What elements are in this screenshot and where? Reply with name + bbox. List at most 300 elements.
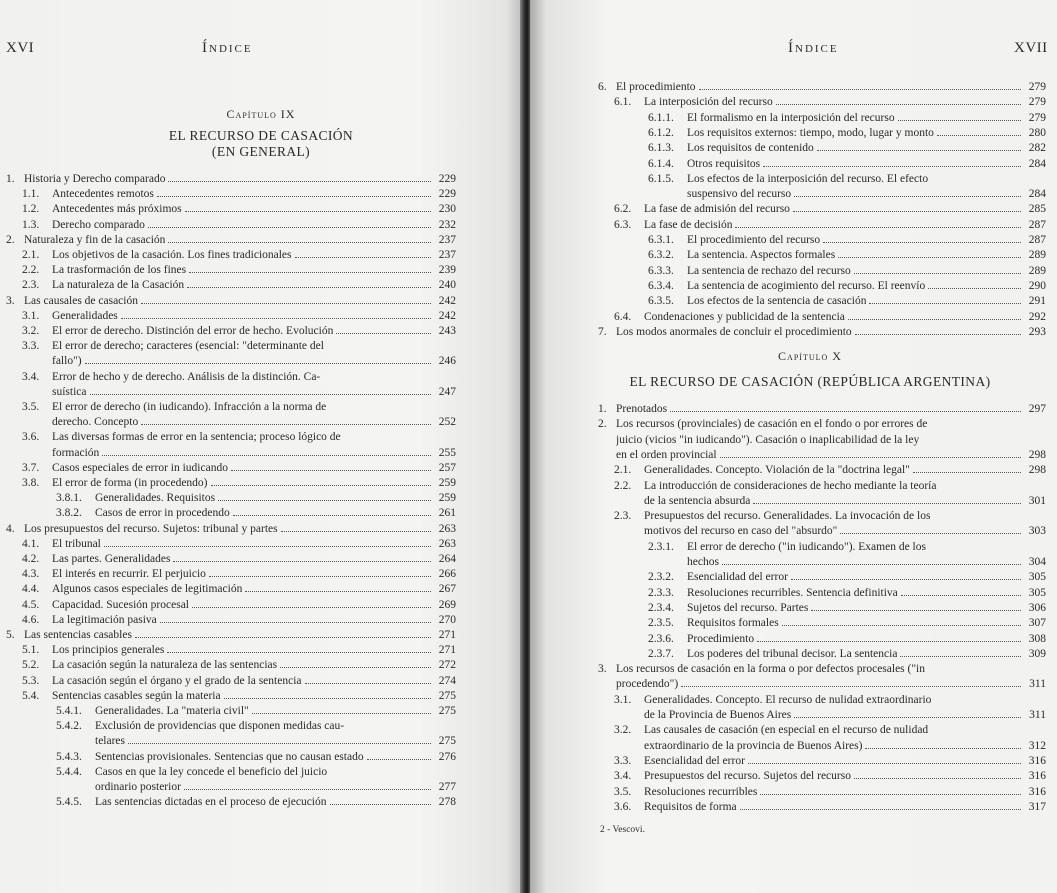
toc-entry <box>614 95 1046 109</box>
toc-entry-title: Presupuestos del recurso. Generalidades. La invocación de los <box>644 510 931 523</box>
toc-entry-number: 6.3.1. <box>648 234 674 246</box>
toc-leader-dots <box>753 494 1021 504</box>
toc-entry-page: 297 <box>1028 403 1046 415</box>
toc-leader-dots <box>937 126 1021 136</box>
toc-entry-page: 264 <box>438 553 456 565</box>
toc-entry-title: Prenotados <box>616 403 668 415</box>
toc-entry-title: formación <box>52 446 100 459</box>
toc-entry-title: Sentencias provisionales. Sentencias que no causan estado <box>95 750 364 763</box>
toc-entry-title: La sentencia de rechazo del recurso <box>687 264 851 277</box>
toc-entry <box>598 402 1046 416</box>
toc-leader-dots <box>720 448 1021 458</box>
toc-entry-title: Error de hecho y de derecho. Análisis de la distinción. Ca- <box>52 370 321 383</box>
toc-entry-number: 3. <box>598 663 607 676</box>
toc-entry-title: El interés en recurrir. El perjuicio <box>52 568 206 581</box>
toc-entry-title: La casación según la naturaleza de las sentencias <box>52 659 278 672</box>
toc-entry-number: 1. <box>6 173 15 185</box>
toc-entry-page: 229 <box>438 173 456 185</box>
toc-entry-number: 5.4.1. <box>56 705 82 717</box>
toc-leader-dots <box>699 80 1021 90</box>
toc-entry-number: 5.4. <box>22 689 40 702</box>
toc-leader-dots <box>185 202 431 212</box>
toc-leader-dots <box>817 141 1021 151</box>
toc-entry-page: 279 <box>1028 111 1046 124</box>
toc-leader-dots <box>211 476 432 486</box>
toc-entry <box>644 739 1046 753</box>
toc-entry <box>22 476 456 490</box>
toc-entry-number: 2.1. <box>22 249 40 261</box>
toc-entry-title: El tribunal <box>52 537 101 550</box>
toc-entry-number: 2.3. <box>614 510 632 523</box>
toc-entry <box>22 582 456 596</box>
toc-entry-number: 3.1. <box>614 693 632 706</box>
toc-entry-page: 287 <box>1028 234 1046 246</box>
toc-entry-title: Las causales de casación (en especial en el recurso de nulidad <box>644 724 929 737</box>
toc-entry <box>6 522 456 536</box>
toc-entry <box>52 446 456 460</box>
toc-entry-number: 4.6. <box>22 613 40 626</box>
toc-entry <box>614 785 1046 799</box>
toc-entry <box>648 570 1046 584</box>
toc-entry <box>614 218 1046 232</box>
toc-entry <box>614 202 1046 216</box>
toc-entry-title: Presupuestos del recurso. Sujetos del recurso <box>644 770 851 783</box>
toc-entry <box>22 278 456 292</box>
toc-entry-title: La introducción de consideraciones de hecho mediante la teoría <box>644 479 937 492</box>
toc-entry-page: 279 <box>1028 96 1046 109</box>
toc-entry <box>22 202 456 216</box>
toc-entry <box>52 354 456 368</box>
toc-entry-title: Las diversas formas de error en la sentencia; proceso lógico de <box>52 431 341 444</box>
toc-entry-title: El error de derecho; caracteres (esencial: "determinante del <box>52 340 324 353</box>
toc-entry-page: 289 <box>1028 264 1046 277</box>
toc-leader-dots <box>763 157 1021 167</box>
toc-entry-number: 2.1. <box>614 464 632 477</box>
toc-entry <box>56 795 456 809</box>
toc-leader-dots <box>85 354 431 364</box>
toc-entry-page: 261 <box>438 507 456 520</box>
toc-entry-title: Exclusión de providencias que disponen medidas cau- <box>95 720 345 733</box>
toc-entry-title: El error de forma (in procedendo) <box>52 477 208 489</box>
toc-entry-page: 243 <box>438 325 456 337</box>
toc-entry <box>644 524 1046 538</box>
toc-entry-title: ordinario posterior <box>95 781 181 793</box>
toc-entry <box>614 463 1046 477</box>
toc-entry-page: 267 <box>438 583 456 596</box>
toc-leader-dots <box>157 187 431 197</box>
toc-leader-dots <box>128 734 431 744</box>
toc-entry-title: Sujetos del recurso. Partes <box>687 601 809 614</box>
toc-entry-title: Casos de error in procedendo <box>95 507 230 520</box>
toc-entry <box>648 540 1046 554</box>
toc-leader-dots <box>330 795 432 805</box>
right-page <box>530 0 1057 893</box>
toc-entry-number: 6.2. <box>614 203 632 216</box>
toc-entry-page: 275 <box>438 705 456 717</box>
toc-entry-number: 2. <box>6 233 15 246</box>
toc-entry <box>22 552 456 566</box>
toc-leader-dots <box>231 461 431 471</box>
toc-leader-dots <box>793 202 1021 212</box>
toc-entry-number: 3.2. <box>22 325 40 337</box>
toc-entry-number: 5.1. <box>22 644 40 657</box>
toc-leader-dots <box>681 677 1021 687</box>
toc-entry-page: 237 <box>438 233 456 246</box>
toc-entry-number: 3.4. <box>22 370 40 383</box>
toc-leader-dots <box>336 324 431 334</box>
toc-entry-title: Condenaciones y publicidad de la sentencia <box>644 310 845 323</box>
toc-entry-number: 4.2. <box>22 553 40 565</box>
toc-entry-number: 5.4.3. <box>56 750 82 763</box>
toc-entry <box>56 506 456 520</box>
toc-entry <box>95 780 456 794</box>
toc-entry <box>598 325 1046 339</box>
toc-leader-dots <box>280 658 431 668</box>
toc-entry-page: 271 <box>438 644 456 657</box>
toc-entry-number: 2.3.2. <box>648 571 674 584</box>
toc-entry-page: 263 <box>438 537 456 550</box>
toc-entry-number: 6.3.3. <box>648 264 674 277</box>
toc-entry-title: Naturaleza y fin de la casación <box>24 233 166 246</box>
toc-entry-title: fallo") <box>52 355 82 368</box>
toc-leader-dots <box>811 601 1021 611</box>
toc-entry-number: 4.3. <box>22 568 40 581</box>
toc-entry-title: Los efectos de la interposición del recurso. El efecto <box>687 172 929 185</box>
toc-entry-page: 279 <box>1028 81 1046 93</box>
toc-entry <box>6 172 456 186</box>
toc-entry-title: La trasformación de los fines <box>52 264 187 277</box>
toc-leader-dots <box>173 552 431 562</box>
toc-leader-dots <box>901 586 1021 596</box>
toc-entry-title: La sentencia. Aspectos formales <box>687 249 836 262</box>
toc-entry <box>648 601 1046 615</box>
toc-entry-title: juicio (vicios "in iudicando"). Casación o inaplicabilidad de la ley <box>616 433 920 446</box>
toc-entry <box>648 248 1046 262</box>
toc-entry-number: 2.3.7. <box>648 647 674 660</box>
toc-entry <box>6 628 456 642</box>
toc-entry-number: 3.7. <box>22 461 40 474</box>
toc-leader-dots <box>823 233 1021 243</box>
toc-entry <box>648 233 1046 247</box>
toc-leader-dots <box>928 279 1021 289</box>
toc-entry <box>648 647 1046 661</box>
toc-entry-page: 311 <box>1029 709 1046 721</box>
toc-leader-dots <box>245 582 431 592</box>
toc-entry-title: telares <box>95 735 126 748</box>
toc-entry-title: Generalidades. Concepto. Violación de la "doctrina legal" <box>644 464 910 477</box>
toc-entry-title: Casos especiales de error in iudicando <box>52 461 228 474</box>
toc-entry-number: 1.3. <box>22 218 40 231</box>
toc-entry-title: La casación según el órgano y el grado de la sentencia <box>52 674 302 687</box>
toc-leader-dots <box>776 95 1021 105</box>
toc-leader-dots <box>748 754 1021 764</box>
toc-leader-dots <box>167 643 431 653</box>
toc-entry-title: hechos <box>687 556 719 568</box>
left-page <box>0 0 522 893</box>
toc-entry <box>22 643 456 657</box>
toc-leader-dots <box>233 506 431 516</box>
toc-entry <box>648 141 1046 155</box>
toc-entry-number: 4. <box>6 522 15 535</box>
toc-entry-number: 3.6. <box>22 431 40 444</box>
toc-entry <box>648 126 1046 140</box>
toc-leader-dots <box>791 570 1021 580</box>
toc-entry <box>616 433 1046 447</box>
toc-entry <box>22 689 456 703</box>
toc-entry-page: 255 <box>438 446 456 459</box>
toc-entry-title: Los objetivos de la casación. Los fines tradicionales <box>52 249 292 261</box>
toc-entry-number: 3.6. <box>614 800 632 813</box>
toc-entry-page: 309 <box>1028 647 1046 660</box>
toc-entry-title: Los recursos de casación en la forma o por defectos procesales ("in <box>616 663 926 676</box>
toc-entry-page: 316 <box>1028 785 1046 798</box>
toc-leader-dots <box>189 263 431 273</box>
toc-entry <box>52 385 456 399</box>
toc-entry-page: 291 <box>1028 295 1046 308</box>
toc-leader-dots <box>218 491 431 501</box>
toc-entry-title: Casos en que la ley concede el beneficio del juicio <box>95 765 328 778</box>
toc-entry-number: 3.3. <box>22 340 40 353</box>
toc-entry-number: 2. <box>598 418 607 431</box>
toc-leader-dots <box>104 537 431 547</box>
toc-entry <box>648 172 1046 186</box>
toc-leader-dots <box>757 632 1021 642</box>
toc-leader-dots <box>900 647 1021 657</box>
toc-entry-page: 280 <box>1028 126 1046 139</box>
toc-entry-page: 278 <box>438 796 456 809</box>
left-folio: XVI <box>6 40 35 56</box>
toc-entry-page: 303 <box>1028 525 1046 538</box>
toc-entry-page: 252 <box>438 416 456 429</box>
toc-entry-page: 298 <box>1028 448 1046 461</box>
toc-entry-number: 3. <box>6 294 15 307</box>
toc-entry-page: 277 <box>438 781 456 793</box>
toc-entry-title: Las partes. Generalidades <box>52 553 171 565</box>
toc-entry <box>22 339 456 353</box>
toc-entry-title: El procedimiento del recurso <box>687 234 821 246</box>
toc-leader-dots <box>148 218 431 228</box>
toc-entry <box>22 461 456 475</box>
right-chapter-title: EL RECURSO DE CASACIÓN (REPÚBLICA ARGENTINA) <box>629 374 991 389</box>
toc-entry-number: 1. <box>598 403 607 415</box>
toc-entry <box>56 765 456 779</box>
toc-leader-dots <box>854 769 1021 779</box>
toc-entry-page: 230 <box>438 203 456 216</box>
toc-entry-number: 2.2. <box>614 479 632 492</box>
toc-entry <box>22 567 456 581</box>
toc-entry-title: de la sentencia absurda <box>644 494 751 507</box>
toc-entry-number: 3.8.1. <box>56 492 82 505</box>
toc-entry-number: 6.3.2. <box>648 249 674 262</box>
toc-entry-page: 247 <box>438 385 456 398</box>
toc-entry <box>598 417 1046 431</box>
toc-entry-page: 304 <box>1028 556 1046 568</box>
toc-entry <box>56 704 456 718</box>
toc-entry-title: El formalismo en la interposición del recurso <box>687 111 895 124</box>
left-chapter-title-line2: (EN GENERAL) <box>211 144 311 159</box>
toc-leader-dots <box>192 598 431 608</box>
toc-leader-dots <box>869 294 1021 304</box>
toc-entry-title: Generalidades. La "materia civil" <box>95 705 249 717</box>
toc-entry-page: 246 <box>438 355 456 368</box>
toc-entry-title: extraordinario de la provincia de Buenos Aires) <box>644 739 863 752</box>
toc-entry-page: 239 <box>438 264 456 277</box>
toc-leader-dots <box>913 463 1021 473</box>
toc-entry <box>614 479 1046 493</box>
toc-leader-dots <box>854 264 1021 274</box>
toc-entry-number: 3.8.2. <box>56 507 82 520</box>
toc-leader-dots <box>855 325 1021 335</box>
toc-entry-title: Otros requisitos <box>687 157 761 170</box>
toc-entry-number: 6. <box>598 81 607 93</box>
toc-leader-dots <box>782 616 1021 626</box>
toc-entry <box>687 555 1046 569</box>
toc-entry-number: 2.3.3. <box>648 586 674 599</box>
toc-leader-dots <box>135 628 431 638</box>
toc-entry-page: 298 <box>1028 464 1046 477</box>
toc-entry-page: 285 <box>1028 203 1046 216</box>
toc-entry-title: en el orden provincial <box>616 448 717 461</box>
toc-entry-title: derecho. Concepto <box>52 416 139 429</box>
toc-entry-title: Generalidades <box>52 309 118 322</box>
toc-entry-number: 6.4. <box>614 310 632 323</box>
toc-entry-title: La interposición del recurso <box>644 96 773 109</box>
toc-entry-number: 5.4.2. <box>56 720 82 733</box>
toc-entry-title: Sentencias casables según la materia <box>52 689 221 702</box>
toc-leader-dots <box>141 294 431 304</box>
toc-entry-number: 5.4.4. <box>56 765 82 778</box>
toc-entry-page: 229 <box>438 188 456 201</box>
toc-entry-number: 3.2. <box>614 724 632 737</box>
toc-leader-dots <box>121 309 431 319</box>
left-chapter-label: Capítulo IX <box>226 107 296 121</box>
toc-leader-dots <box>838 248 1021 258</box>
toc-entry <box>22 309 456 323</box>
toc-leader-dots <box>898 111 1021 121</box>
toc-entry-number: 4.1. <box>22 537 40 550</box>
toc-entry <box>56 750 456 764</box>
toc-entry-page: 275 <box>438 735 456 748</box>
toc-entry-title: Generalidades. Requisitos <box>95 492 216 505</box>
toc-entry-page: 240 <box>438 279 456 292</box>
toc-entry <box>22 674 456 688</box>
toc-entry <box>52 415 456 429</box>
toc-entry-title: Los modos anormales de concluir el procedimiento <box>616 325 852 338</box>
toc-entry-page: 308 <box>1028 632 1046 645</box>
toc-entry <box>614 769 1046 783</box>
toc-leader-dots <box>141 415 431 425</box>
toc-entry <box>614 509 1046 523</box>
toc-entry-page: 301 <box>1028 494 1046 507</box>
toc-entry <box>616 677 1046 691</box>
toc-entry-title: Los principios generales <box>52 644 165 657</box>
toc-entry-number: 2.3.5. <box>648 617 674 630</box>
toc-entry <box>614 693 1046 707</box>
toc-entry-page: 257 <box>438 461 456 474</box>
toc-entry-page: 242 <box>438 294 456 307</box>
toc-entry-number: 6.1. <box>614 96 632 109</box>
toc-entry-page: 282 <box>1028 142 1046 155</box>
toc-entry-number: 6.3. <box>614 218 632 231</box>
toc-entry <box>614 310 1046 324</box>
toc-entry-page: 316 <box>1028 754 1046 767</box>
toc-leader-dots <box>760 785 1021 795</box>
toc-entry <box>614 723 1046 737</box>
toc-entry-title: La legitimación pasiva <box>52 613 157 626</box>
toc-leader-dots <box>305 674 432 684</box>
right-folio: XVII <box>1014 40 1048 56</box>
toc-leader-dots <box>740 800 1021 810</box>
toc-entry-page: 317 <box>1028 800 1046 813</box>
toc-entry-number: 2.2. <box>22 264 40 277</box>
toc-entry-title: suspensivo del recurso <box>687 188 792 201</box>
toc-entry <box>648 616 1046 630</box>
toc-entry-page: 290 <box>1028 279 1046 292</box>
toc-entry-page: 242 <box>438 309 456 322</box>
toc-entry-page: 263 <box>438 522 456 535</box>
toc-entry <box>598 662 1046 676</box>
toc-entry-page: 276 <box>438 750 456 763</box>
toc-entry <box>22 218 456 232</box>
toc-entry-title: Resoluciones recurribles <box>644 785 758 798</box>
toc-entry <box>6 233 456 247</box>
toc-entry-number: 5.2. <box>22 659 40 672</box>
toc-entry <box>648 294 1046 308</box>
toc-entry-page: 305 <box>1028 586 1046 599</box>
toc-entry-title: Requisitos de forma <box>644 800 737 813</box>
toc-leader-dots <box>722 555 1021 565</box>
toc-entry-page: 272 <box>438 659 456 672</box>
toc-leader-dots <box>187 278 431 288</box>
toc-entry-page: 274 <box>438 674 456 687</box>
toc-leader-dots <box>168 233 431 243</box>
toc-entry-title: Procedimiento <box>687 632 755 645</box>
toc-entry-number: 6.1.2. <box>648 126 674 139</box>
toc-entry-number: 3.1. <box>22 309 40 322</box>
toc-entry-title: Los presupuestos del recurso. Sujetos: tribunal y partes <box>24 522 278 535</box>
toc-leader-dots <box>840 524 1021 534</box>
toc-entry <box>22 187 456 201</box>
toc-entry-number: 5.4.5. <box>56 796 82 809</box>
toc-entry-title: El error de derecho (in iudicando). Infracción a la norma de <box>52 401 327 413</box>
toc-entry-number: 6.1.1. <box>648 111 674 124</box>
toc-entry-page: 237 <box>438 249 456 261</box>
toc-entry-number: 7. <box>598 325 607 338</box>
toc-entry-title: motivos del recurso en caso del "absurdo" <box>644 525 838 538</box>
toc-leader-dots <box>252 704 431 714</box>
toc-leader-dots <box>209 567 431 577</box>
toc-entry <box>22 324 456 338</box>
toc-entry-number: 1.1. <box>22 188 40 201</box>
toc-entry-title: suística <box>52 385 87 398</box>
toc-entry-page: 311 <box>1029 678 1046 691</box>
toc-entry-number: 3.4. <box>614 770 632 783</box>
toc-entry-title: Las sentencias casables <box>24 629 132 641</box>
toc-entry-title: Esencialidad del error <box>687 571 788 584</box>
toc-entry-number: 3.3. <box>614 754 632 767</box>
toc-entry <box>648 632 1046 646</box>
toc-entry-page: 284 <box>1028 188 1046 201</box>
toc-leader-dots <box>670 402 1021 412</box>
toc-entry-title: Capacidad. Sucesión procesal <box>52 598 189 611</box>
toc-entry <box>56 491 456 505</box>
left-running-head: Índice <box>202 40 253 56</box>
toc-entry-number: 3.8. <box>22 477 40 489</box>
toc-entry-title: El error de derecho. Distinción del error de hecho. Evolución <box>52 325 334 337</box>
toc-entry-page: 259 <box>438 492 456 505</box>
toc-entry <box>22 658 456 672</box>
toc-entry-number: 4.4. <box>22 583 40 596</box>
